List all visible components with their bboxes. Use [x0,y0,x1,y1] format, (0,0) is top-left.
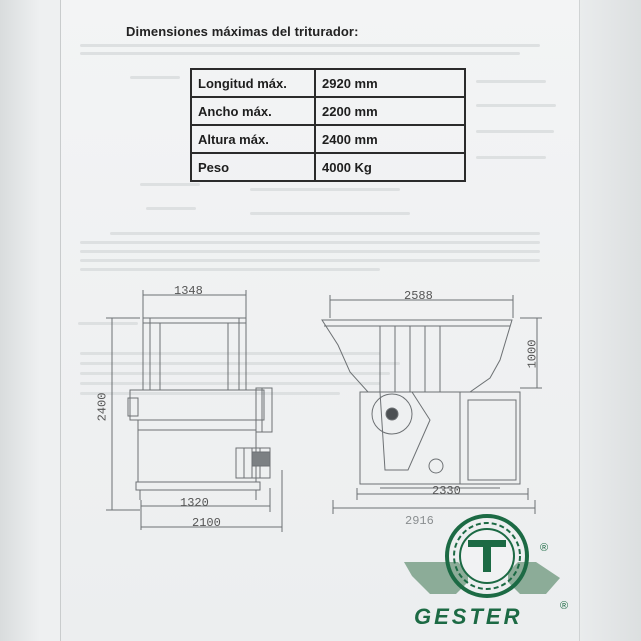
side-base-inner-label: 2330 [432,484,461,498]
front-height-label: 2400 [95,392,110,422]
spec-label: Altura máx. [191,125,315,153]
registered-mark-upper: ® [540,542,549,554]
side-base-total-label: 2916 [405,514,434,528]
spec-value: 2200 mm [315,97,465,125]
spec-label: Peso [191,153,315,181]
spec-value: 4000 Kg [315,153,465,181]
side-hopper-height-label: 1000 [525,339,540,369]
gester-logo-mark [404,516,560,596]
side-view [322,295,542,514]
spec-label: Longitud máx. [191,69,315,97]
spec-label: Ancho máx. [191,97,315,125]
spec-value: 2400 mm [315,125,465,153]
spec-value: 2920 mm [315,69,465,97]
front-top-width-label: 1348 [174,284,203,298]
front-base-total-label: 2100 [192,516,221,530]
front-base-inner-label: 1320 [180,496,209,510]
registered-mark-lower: ® [560,600,569,612]
gester-wordmark: GESTER [414,604,523,629]
dimensions-heading: Dimensiones máximas del triturador: [126,24,359,39]
side-top-width-label: 2588 [404,289,433,303]
